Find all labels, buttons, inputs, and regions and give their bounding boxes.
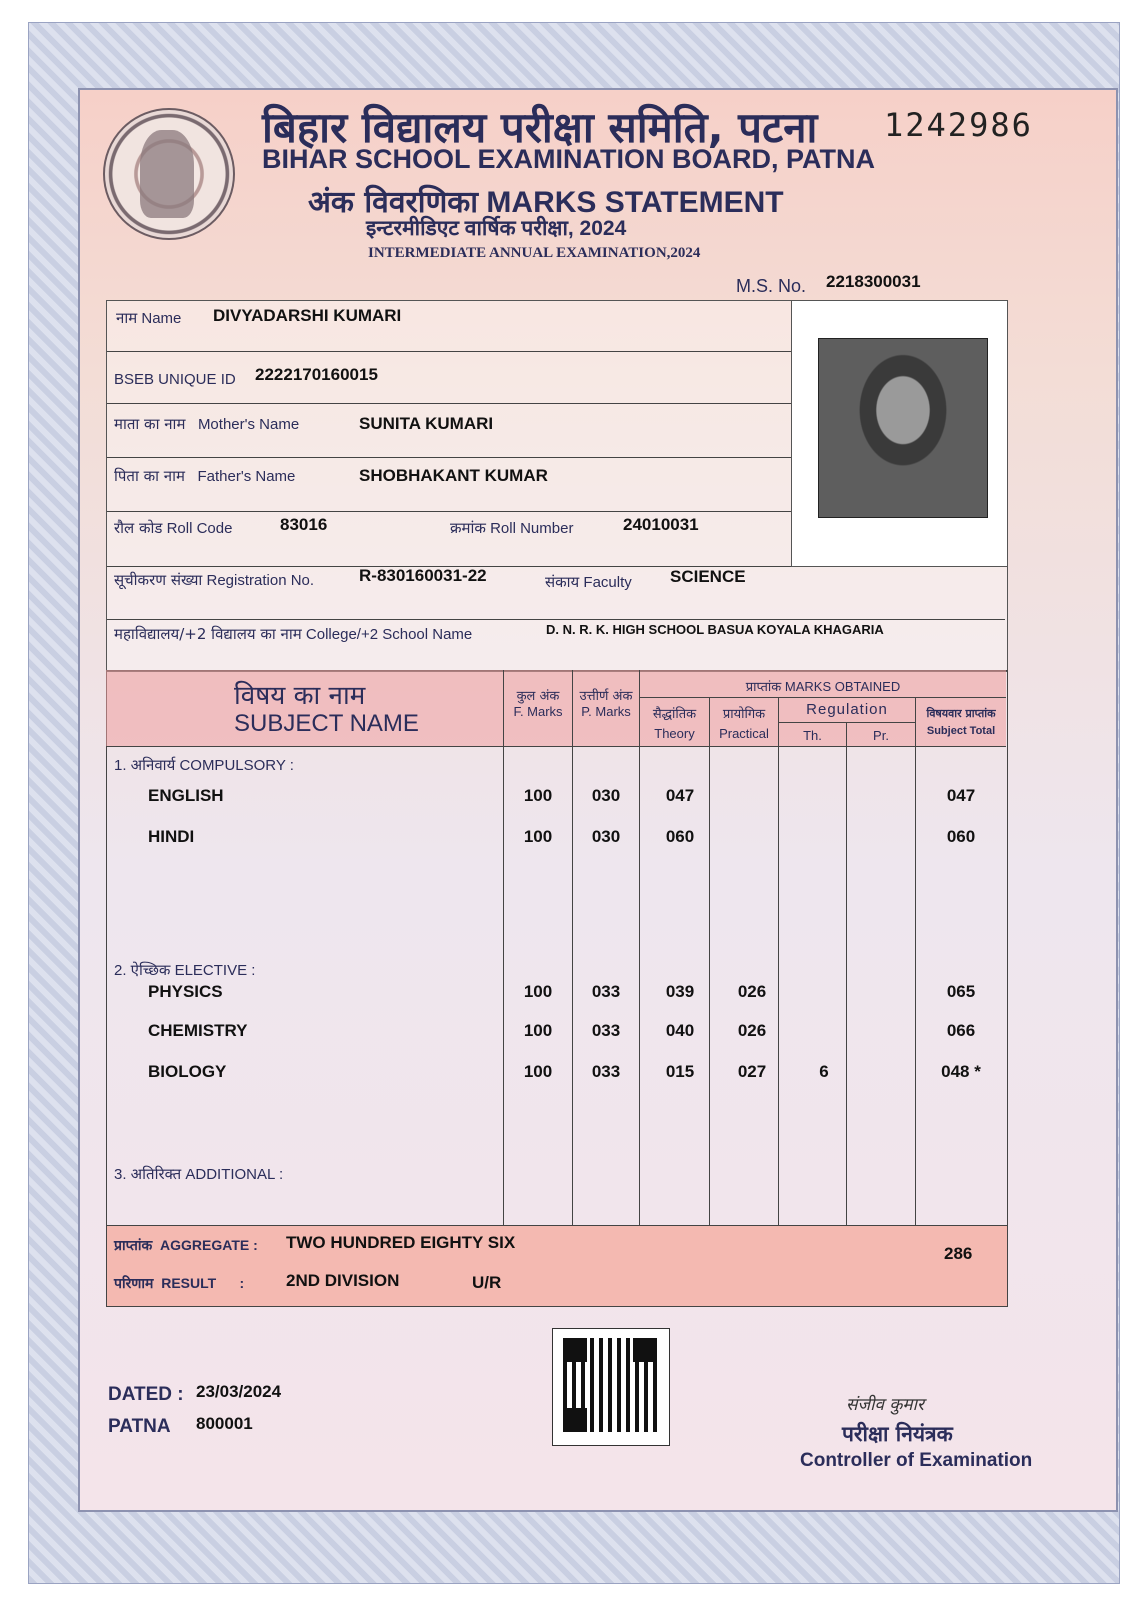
subject-total: 048 * bbox=[941, 1062, 981, 1081]
dated-label: DATED : bbox=[108, 1384, 184, 1405]
pass-marks: 033 bbox=[591, 1062, 621, 1081]
elective-section-label: 2. ऐच्छिक ELECTIVE : bbox=[114, 962, 256, 979]
uid-value: 2222170160015 bbox=[255, 365, 378, 384]
emblem-figure-icon bbox=[140, 130, 194, 218]
mother-name: SUNITA KUMARI bbox=[359, 414, 494, 433]
pass-marks: 030 bbox=[591, 786, 621, 805]
subject-total-header: विषयवार प्राप्तांक Subject Total bbox=[926, 707, 996, 737]
theory-marks: 039 bbox=[665, 982, 695, 1001]
full-marks: 100 bbox=[523, 982, 553, 1001]
subject-name: PHYSICS bbox=[148, 982, 223, 1001]
aggregate-total: 286 bbox=[944, 1244, 973, 1263]
subject-name: ENGLISH bbox=[148, 786, 224, 805]
pass-marks: 033 bbox=[591, 1021, 621, 1040]
name-label: नाम Name bbox=[116, 309, 182, 327]
subject-total: 066 bbox=[946, 1021, 976, 1040]
father-name: SHOBHAKANT KUMAR bbox=[359, 466, 548, 485]
subject-total: 065 bbox=[946, 982, 976, 1001]
roll-number-label: क्रमांक Roll Number bbox=[450, 519, 574, 537]
faculty-value: SCIENCE bbox=[670, 567, 746, 586]
full-marks: 100 bbox=[523, 1021, 553, 1040]
uid-label: BSEB UNIQUE ID bbox=[114, 371, 236, 388]
mother-label: माता का नाम Mother's Name bbox=[114, 415, 300, 433]
theory-header: सैद्धांतिक Theory bbox=[652, 707, 697, 741]
theory-marks: 015 bbox=[665, 1062, 695, 1081]
controller-hindi: परीक्षा नियंत्रक bbox=[842, 1422, 953, 1446]
statement-title-hindi: अंक विवरणिका bbox=[308, 185, 479, 220]
place-label: PATNA bbox=[108, 1416, 171, 1437]
board-title-hindi: बिहार विद्यालय परीक्षा समिति, पटना bbox=[262, 103, 818, 152]
full-marks: 100 bbox=[523, 827, 553, 846]
marks-table bbox=[106, 670, 1008, 1227]
pass-marks: 033 bbox=[591, 982, 621, 1001]
subject-col-header-hindi: विषय का नाम bbox=[234, 681, 366, 711]
certificate-number: 1242986 bbox=[884, 106, 1033, 144]
college-label: महाविद्यालय/+2 विद्यालय का नाम College/+2 School Name bbox=[114, 625, 473, 643]
fmarks-header: कुल अंक F. Marks bbox=[513, 689, 563, 719]
result-code: U/R bbox=[472, 1273, 502, 1292]
date-value: 23/03/2024 bbox=[196, 1382, 282, 1401]
registration-label: सूचीकरण संख्या Registration No. bbox=[114, 571, 315, 589]
regulation-header: Regulation bbox=[806, 701, 888, 718]
full-marks: 100 bbox=[523, 786, 553, 805]
regulation-th-marks: 6 bbox=[819, 1062, 829, 1081]
college-value: D. N. R. K. HIGH SCHOOL BASUA KOYALA KHAGARIA bbox=[546, 622, 884, 637]
ms-no-label: M.S. No. bbox=[736, 276, 807, 296]
regulation-th-header: Th. bbox=[803, 728, 822, 743]
pin-value: 800001 bbox=[196, 1414, 253, 1433]
subject-total: 047 bbox=[946, 786, 976, 805]
practical-marks: 027 bbox=[737, 1062, 767, 1081]
statement-title-english: MARKS STATEMENT bbox=[486, 186, 784, 219]
subject-col-header-english: SUBJECT NAME bbox=[234, 710, 419, 737]
roll-number-value: 24010031 bbox=[623, 515, 699, 534]
practical-marks: 026 bbox=[737, 982, 767, 1001]
student-photo bbox=[818, 338, 988, 518]
regulation-pr-header: Pr. bbox=[873, 728, 889, 743]
theory-marks: 060 bbox=[665, 827, 695, 846]
additional-section-label: 3. अतिरिक्त ADDITIONAL : bbox=[114, 1166, 284, 1183]
roll-code-value: 83016 bbox=[280, 515, 328, 534]
father-label: पिता का नाम Father's Name bbox=[114, 467, 296, 485]
marks-obtained-header: प्राप्तांक MARKS OBTAINED bbox=[745, 679, 901, 695]
full-marks: 100 bbox=[523, 1062, 553, 1081]
theory-marks: 047 bbox=[665, 786, 695, 805]
signature: संजीव कुमार bbox=[846, 1395, 924, 1415]
practical-marks: 026 bbox=[737, 1021, 767, 1040]
subject-name: HINDI bbox=[148, 827, 195, 846]
aggregate-words: TWO HUNDRED EIGHTY SIX bbox=[286, 1233, 516, 1252]
compulsory-section-label: 1. अनिवार्य COMPULSORY : bbox=[114, 757, 294, 774]
subject-name: CHEMISTRY bbox=[148, 1021, 248, 1040]
qr-code-icon bbox=[563, 1338, 657, 1432]
faculty-label: संकाय Faculty bbox=[545, 573, 632, 591]
result-label: परिणाम RESULT : bbox=[114, 1275, 245, 1292]
student-name: DIVYADARSHI KUMARI bbox=[213, 306, 402, 325]
subject-total: 060 bbox=[946, 827, 976, 846]
registration-value: R-830160031-22 bbox=[359, 566, 487, 585]
board-title-english: BIHAR SCHOOL EXAMINATION BOARD, PATNA bbox=[262, 144, 875, 174]
pmarks-header: उत्तीर्ण अंक P. Marks bbox=[579, 689, 633, 719]
result-value: 2ND DIVISION bbox=[286, 1271, 400, 1290]
practical-header: प्रायोगिक Practical bbox=[719, 707, 769, 741]
controller-english: Controller of Examination bbox=[800, 1450, 1033, 1471]
roll-code-label: रौल कोड Roll Code bbox=[114, 519, 233, 537]
aggregate-label: प्राप्तांक AGGREGATE : bbox=[114, 1237, 258, 1254]
exam-name-english: INTERMEDIATE ANNUAL EXAMINATION,2024 bbox=[368, 245, 701, 261]
exam-name-hindi: इन्टरमीडिएट वार्षिक परीक्षा, 2024 bbox=[366, 217, 627, 240]
pass-marks: 030 bbox=[591, 827, 621, 846]
ms-no-value: 2218300031 bbox=[826, 272, 921, 291]
subject-name: BIOLOGY bbox=[148, 1062, 227, 1081]
theory-marks: 040 bbox=[665, 1021, 695, 1040]
